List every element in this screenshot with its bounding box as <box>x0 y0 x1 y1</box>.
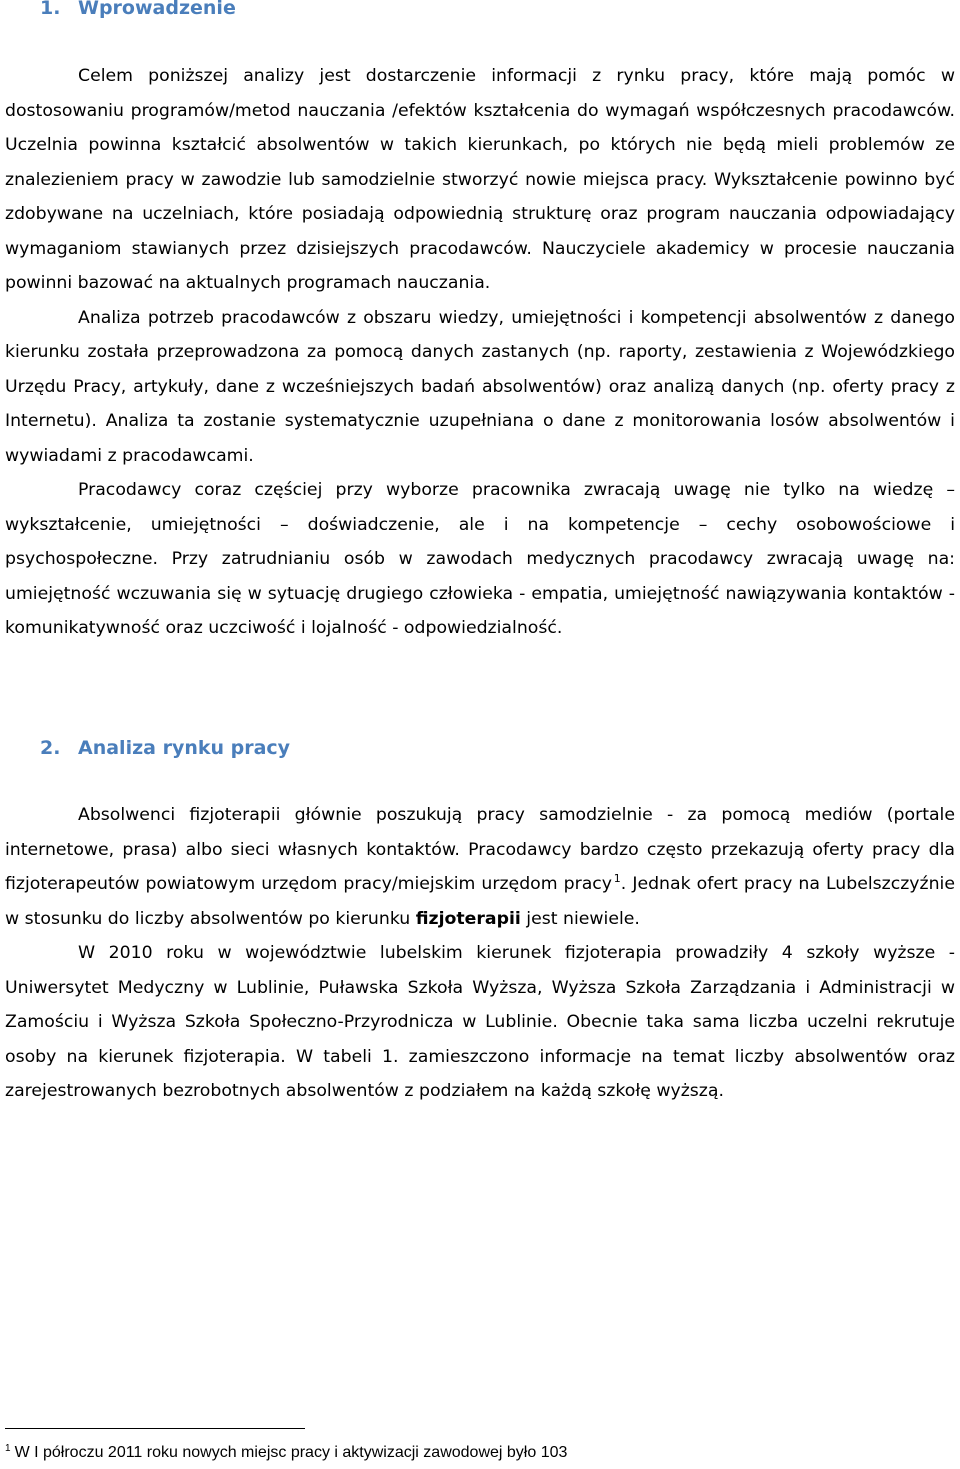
footnote-text: W I półroczu 2011 roku nowych miejsc pracy i aktywizacji zawodowej było 103 <box>14 1444 568 1461</box>
paragraph-text: Absolwenci fizjoterapii głównie poszukują pracy samodzielnie - za pomocą mediów (portale internetowe, prasa) albo sieci własnych kontaktów. Pracodawcy bardzo często przekazują oferty pracy dla fizjoterapeutów powiatowym urzędom pracy/miejskim urzędom pracy <box>5 805 955 894</box>
footnote-separator <box>5 1428 305 1429</box>
footnote-reference[interactable]: 1 <box>613 872 621 886</box>
paragraph: W 2010 roku w województwie lubelskim kierunek fizjoterapia prowadziły 4 szkoły wyższe - Uniwersytet Medyczny w Lublinie, Puławska Szkoła Wyższa, Wyższa Szkoła Zarządzania i Administracji w Zamościu i Wyższa Szkoła Społeczno-Przyrodnicza w Lublinie. Obecnie taka sama liczba uczelni rekrutuje osoby na kierunek fizjoterapia. W tabeli 1. zamieszczono informacje na temat liczby absolwentów oraz zarejestrowanych bezrobotnych absolwentów z podziałem na każdą szkołę wyższą. <box>5 943 955 1101</box>
paragraph: Analiza potrzeb pracodawców z obszaru wiedzy, umiejętności i kompetencji absolwentów z danego kierunku została przeprowadzona za pomocą danych zastanych (np. raporty, zestawienia z Wojewódzkiego Urzędu Pracy, artykuły, dane z wcześniejszych badań absolwentów) oraz analizą danych (np. oferty pracy z Internetu). Analiza ta zostanie systematycznie uzupełniana o dane z monitorowania losów absolwentów i wywiadami z pracodawcami. <box>5 307 955 466</box>
footnote-marker: 1 <box>5 1442 11 1454</box>
section-heading-1 <box>40 0 236 20</box>
paragraph-text: . Jednak ofert pracy na Lubelszczyźnie w stosunku do liczby absolwentów po kierunku <box>5 874 955 929</box>
paragraph-text: jest niewiele. <box>520 908 640 929</box>
section-body-2 <box>5 798 955 1109</box>
paragraph: Celem poniższej analizy jest dostarczenie informacji z rynku pracy, które mają pomóc w dostosowaniu programów/metod nauczania /efektów kształcenia do wymagań współczesnych pracodawców. Uczelnia powinna kształcić absolwentów w takich kierunkach, po których nie będą mieli problemów ze znalezieniem pracy w zawodzie lub samodzielnie stworzyć nowie miejsca pracy. Wykształcenie powinno być zdobywane na uczelniach, które posiadają odpowiednią strukturę oraz program nauczania odpowiadający wymaganiom stawianych przez dzisiejszych pracodawców. Nauczyciele akademicy w procesie nauczania powinni bazować na aktualnych programach nauczania. <box>5 66 955 293</box>
section-title: Wprowadzenie <box>78 0 236 19</box>
section-body-1 <box>5 59 955 646</box>
section-title: Analiza rynku pracy <box>78 737 291 759</box>
section-heading-2 <box>40 736 290 760</box>
paragraph <box>5 798 955 936</box>
footnote <box>5 1441 567 1465</box>
section-number: 1. <box>40 0 61 19</box>
section-number: 2. <box>40 737 61 759</box>
bold-term: fizjoterapii <box>415 908 521 929</box>
paragraph: Pracodawcy coraz częściej przy wyborze pracownika zwracają uwagę nie tylko na wiedzę – wykształcenie, umiejętności – doświadczenie, ale i na kompetencje – cechy osobowościowe i psychospołeczne. Przy zatrudnianiu osób w zawodach medycznych pracodawcy zwracają uwagę na: umiejętność wczuwania się w sytuację drugiego człowieka - empatia, umiejętność nawiązywania kontaktów - komunikatywność oraz uczciwość i lojalność - odpowiedzialność. <box>5 480 955 638</box>
